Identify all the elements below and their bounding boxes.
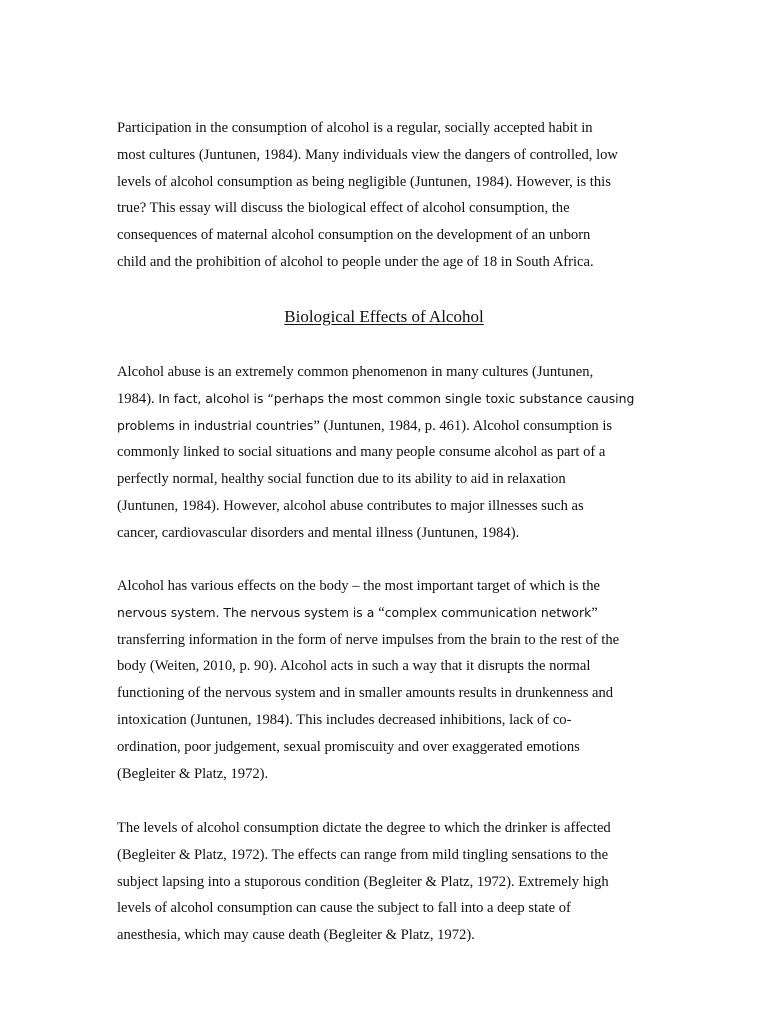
text-line: The levels of alcohol consumption dictate the degree to which the drinker is affected bbox=[117, 820, 611, 836]
text-line: transferring information in the form of nerve impulses from the brain to the rest of the bbox=[117, 631, 620, 648]
text-line: Alcohol abuse is an extremely common phenomenon in many cultures (Juntunen, bbox=[117, 364, 594, 380]
consumption-levels-paragraph bbox=[117, 815, 657, 949]
quoted-text: complex communication network bbox=[384, 604, 592, 620]
text-fragment: 1984). bbox=[117, 390, 159, 407]
text-line: (Begleiter & Platz, 1972). bbox=[117, 765, 269, 782]
text-fragment: “ bbox=[378, 604, 385, 621]
nervous-system-paragraph bbox=[117, 573, 657, 787]
section-heading-text: Biological Effects of Alcohol bbox=[284, 307, 484, 326]
section-heading bbox=[0, 304, 768, 330]
text-line: (Juntunen, 1984). However, alcohol abuse contributes to major illnesses such as bbox=[117, 497, 584, 514]
text-fragment: ” (Juntunen, 1984, p. 461). Alcohol consumption is bbox=[313, 417, 613, 434]
text-line: Participation in the consumption of alcohol is a regular, socially accepted habit in bbox=[117, 120, 593, 136]
text-line: levels of alcohol consumption as being negligible (Juntunen, 1984). However, is this bbox=[117, 173, 611, 190]
text-line: ordination, poor judgement, sexual promiscuity and over exaggerated emotions bbox=[117, 738, 580, 755]
text-line: perfectly normal, healthy social function due to its ability to aid in relaxation bbox=[117, 471, 566, 488]
text-line: cancer, cardiovascular disorders and mental illness (Juntunen, 1984). bbox=[117, 524, 520, 541]
text-line bbox=[117, 600, 657, 627]
quoted-text: problems in industrial countries bbox=[117, 417, 314, 433]
quoted-text: In fact, alcohol is “perhaps the most common single toxic substance causing bbox=[158, 390, 635, 406]
text-line bbox=[117, 413, 657, 440]
alcohol-abuse-paragraph bbox=[117, 359, 657, 547]
text-fragment: ” bbox=[591, 604, 598, 621]
text-line: anesthesia, which may cause death (Begleiter & Platz, 1972). bbox=[117, 927, 475, 944]
text-line: child and the prohibition of alcohol to people under the age of 18 in South Africa. bbox=[117, 253, 594, 270]
text-line bbox=[117, 386, 657, 413]
text-line: consequences of maternal alcohol consumption on the development of an unborn bbox=[117, 227, 591, 244]
text-line: intoxication (Juntunen, 1984). This includes decreased inhibitions, lack of co- bbox=[117, 711, 572, 728]
text-line: subject lapsing into a stuporous condition (Begleiter & Platz, 1972). Extremely high bbox=[117, 873, 609, 890]
quoted-text: nervous system. The nervous system is a bbox=[117, 604, 379, 620]
text-line: commonly linked to social situations and many people consume alcohol as part of a bbox=[117, 444, 606, 461]
text-line: levels of alcohol consumption can cause the subject to fall into a deep state of bbox=[117, 900, 571, 917]
text-line: (Begleiter & Platz, 1972). The effects can range from mild tingling sensations to the bbox=[117, 846, 609, 863]
text-line: Alcohol has various effects on the body – the most important target of which is the bbox=[117, 578, 600, 594]
intro-paragraph bbox=[117, 115, 657, 276]
text-line: functioning of the nervous system and in smaller amounts results in drunkenness and bbox=[117, 685, 614, 702]
text-line: body (Weiten, 2010, p. 90). Alcohol acts in such a way that it disrupts the normal bbox=[117, 658, 591, 675]
text-line: true? This essay will discuss the biological effect of alcohol consumption, the bbox=[117, 200, 570, 217]
text-line: most cultures (Juntunen, 1984). Many individuals view the dangers of controlled, low bbox=[117, 146, 618, 163]
